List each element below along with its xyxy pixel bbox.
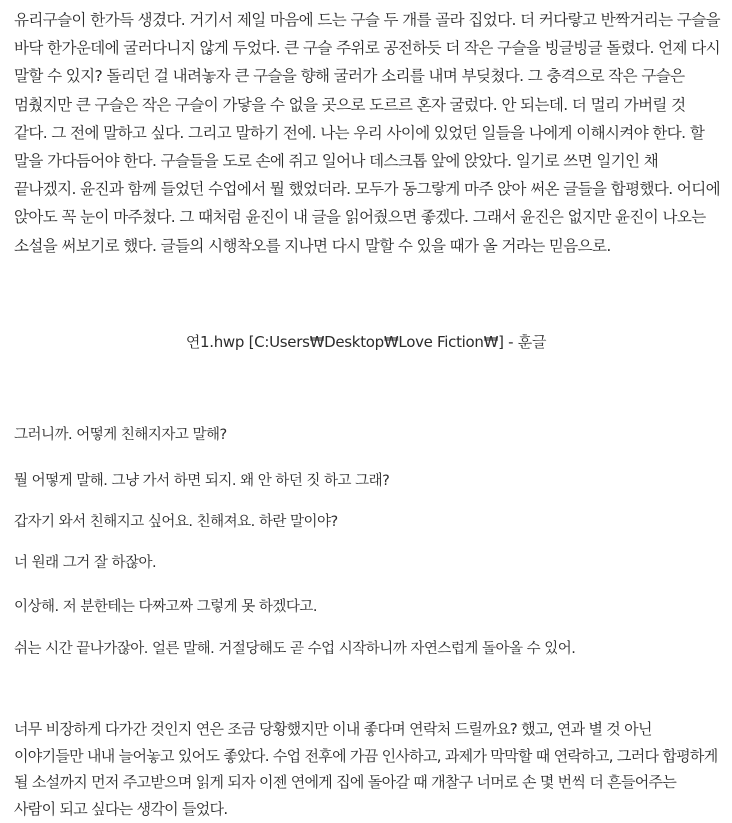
dialogue-line-1: 그러니까. 어떻게 친해지자고 말해? — [14, 427, 227, 443]
dialogue-line-5: 이상해. 저 분한테는 다짜고짜 그렇게 못 하겠다고. — [14, 599, 318, 615]
dialogue-line-3: 갑자기 와서 친해지고 싶어요. 친해져요. 하란 말이야? — [14, 514, 338, 530]
document-window-title: 연1.hwp [C:Users₩Desktop₩Love Fiction₩] - 훈글 — [185, 333, 547, 351]
dialogue-line-6: 쉬는 시간 끝나가잖아. 얼른 말해. 거절당해도 곧 수업 시작하니까 자연스럽게 돌아올 수 있어. — [14, 641, 576, 657]
dialogue-line-4: 너 원래 그거 잘 하잖아. — [14, 555, 157, 571]
dialogue-line-2: 뭘 어떻게 말해. 그냥 가서 하면 되지. 왜 안 하던 짓 하고 그래? — [14, 473, 390, 489]
opening-paragraph: 유리구슬이 한가득 생겼다. 거기서 제일 마음에 드는 구슬 두 개를 골라 집었다. 더 커다랗고 반짝거리는 구슬을 바닥 한가운데에 굴러다니지 않게 두었다. 큰 구슬 주위로 공전하듯 더 작은 구슬을 빙글빙글 돌렸다. 언제 다시 말할 수 있지? 돌리던 걸 내려놓자 큰 구슬을 향해 굴러가 소리를 내며 부딪쳤다. 그 충격으로 작은 구슬은 멈췄지만 큰 구슬은 작은 구슬이 가닿을 수 없을 곳으로 도르르 혼자 굴렀다. 안 되는데. 더 멀리 가버릴 것 같다. 그 전에 말하고 싶다. 그리고 말하기 전에. 나는 우리 사이에 있었던 일들을 나에게 이해시켜야 한다. 할 말을 가다듬어야 한다. 구슬들을 도로 손에 쥐고 일어나 데스크톱 앞에 앉았다. 일기로 쓰면 일기인 채 끝나겠지. 윤진과 함께 들었던 수업에서 뭘 했었더라. 모두가 동그랗게 마주 앉아 써온 글들을 합평했다. 어디에 앉아도 꼭 눈이 마주쳤다. 그 때처럼 윤진이 내 글을 읽어줬으면 좋겠다. 그래서 윤진은 없지만 윤진이 나오는 소설을 써보기로 했다. 글들의 시행착오를 지나면 다시 말할 수 있을 때가 올 거라는 믿음으로. — [14, 11, 720, 255]
document-body — [14, 6, 720, 260]
closing-paragraph: 너무 비장하게 다가간 것인지 연은 조금 당황했지만 이내 좋다며 연락처 드릴까요? 했고, 연과 별 것 아닌 이야기들만 내내 늘어놓고 있어도 좋았다. 수업 전후에 가끔 인사하고, 과제가 막막할 때 연락하고, 그러다 합평하게 될 소설까지 먼저 주고받으며 읽게 되자 이젠 연에게 집에 돌아갈 때 개찰구 너머로 손 몇 번씩 더 흔들어주는 사람이 되고 싶다는 생각이 들었다. — [14, 720, 718, 818]
